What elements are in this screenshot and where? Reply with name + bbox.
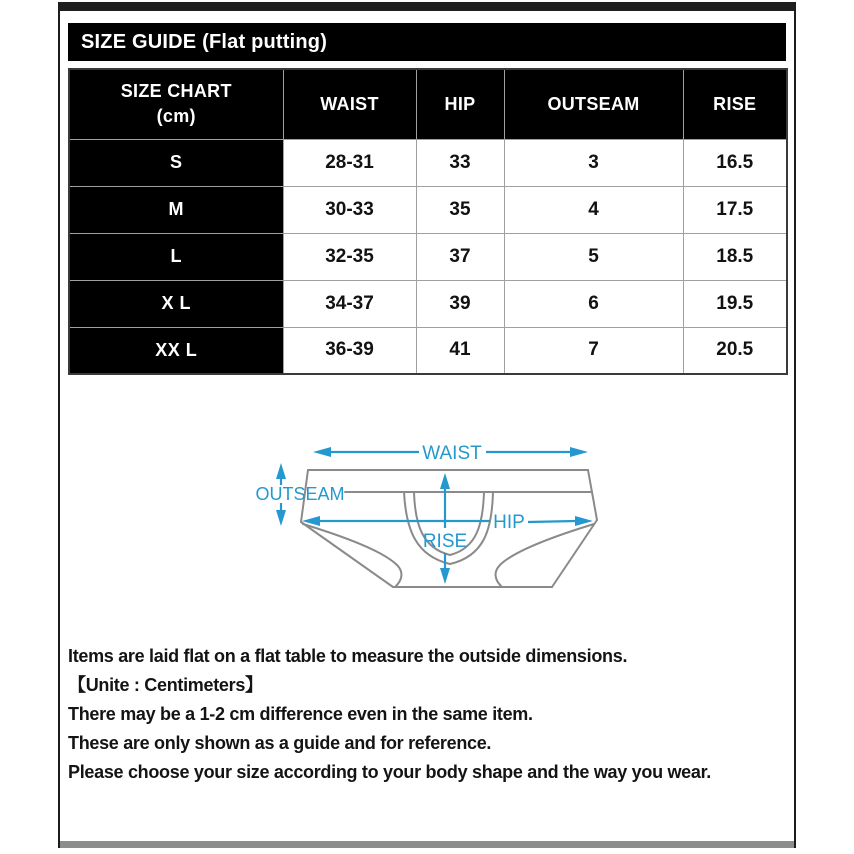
header-outseam: OUTSEAM (504, 69, 683, 139)
hip-cell: 41 (416, 327, 504, 374)
table-row (69, 186, 787, 233)
outseam-cell: 6 (504, 280, 683, 327)
header-size-chart-line1: SIZE CHART (120, 81, 232, 102)
table-row (69, 280, 787, 327)
note-line: Please choose your size according to your body shape and the way you wear. (68, 762, 712, 782)
outseam-cell: 5 (504, 233, 683, 280)
page-title: SIZE GUIDE (Flat putting) (81, 31, 328, 53)
waist-cell: 30-33 (283, 186, 416, 233)
outseam-cell: 7 (504, 327, 683, 374)
size-cell: M (69, 186, 283, 233)
header-size-chart-line2: (cm) (156, 106, 196, 127)
measurement-notes (68, 642, 773, 787)
size-cell: S (69, 139, 283, 186)
hip-cell: 39 (416, 280, 504, 327)
rise-label: RISE (422, 531, 468, 552)
note-line: These are only shown as a guide and for reference. (68, 733, 492, 753)
waist-cell: 34-37 (283, 280, 416, 327)
bottom-strip (60, 841, 794, 848)
outseam-label: OUTSEAM (255, 484, 345, 504)
outseam-cell: 3 (504, 139, 683, 186)
header-hip: HIP (416, 69, 504, 139)
size-chart-table (68, 68, 788, 375)
table-row (69, 327, 787, 374)
note-line: There may be a 1-2 cm difference even in the same item. (68, 704, 533, 724)
waist-cell: 32-35 (283, 233, 416, 280)
header-size-chart (69, 69, 283, 139)
title-bar (68, 23, 786, 61)
waist-label: WAIST (422, 443, 482, 464)
size-cell: X L (69, 280, 283, 327)
rise-cell: 17.5 (683, 186, 787, 233)
rise-arrow (440, 473, 450, 584)
measurement-diagram (250, 438, 610, 608)
header-waist: WAIST (283, 69, 416, 139)
hip-cell: 37 (416, 233, 504, 280)
hip-arrow (302, 516, 593, 526)
table-header-row (69, 69, 787, 139)
table-row (69, 139, 787, 186)
hip-label: HIP (493, 512, 525, 533)
hip-cell: 35 (416, 186, 504, 233)
table-row (69, 233, 787, 280)
waist-cell: 28-31 (283, 139, 416, 186)
outseam-cell: 4 (504, 186, 683, 233)
waist-cell: 36-39 (283, 327, 416, 374)
rise-cell: 16.5 (683, 139, 787, 186)
note-line: 【Unite : Centimeters】 (68, 675, 263, 695)
size-cell: XX L (69, 327, 283, 374)
size-cell: L (69, 233, 283, 280)
note-line: Items are laid flat on a flat table to measure the outside dimensions. (68, 646, 628, 666)
rise-cell: 20.5 (683, 327, 787, 374)
rise-cell: 19.5 (683, 280, 787, 327)
rise-cell: 18.5 (683, 233, 787, 280)
header-rise: RISE (683, 69, 787, 139)
top-strip (60, 2, 794, 11)
hip-cell: 33 (416, 139, 504, 186)
